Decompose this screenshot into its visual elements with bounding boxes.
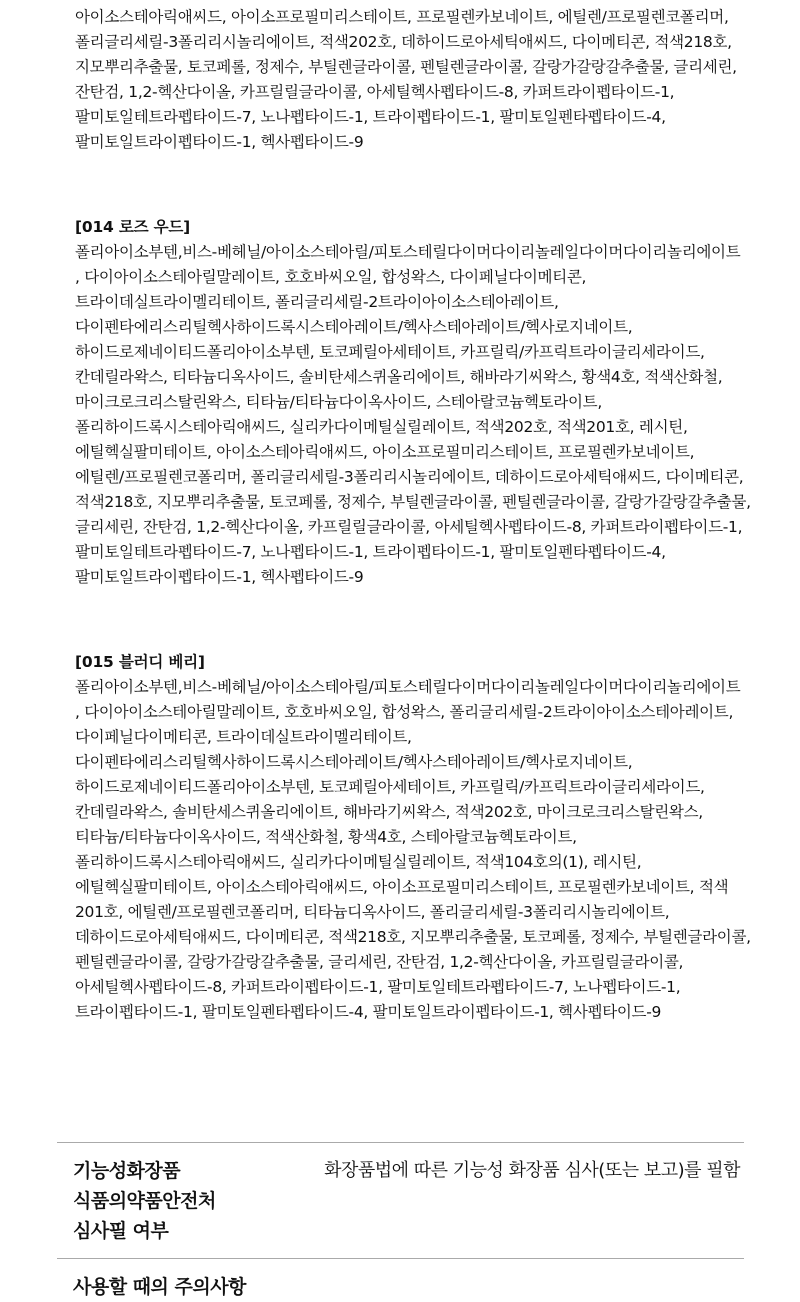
ingredient-line: 201호, 에틸렌/프로필렌코폴리머, 티타늄디옥사이드, 폴리글리세릴-3폴리리시놀리에이트, bbox=[75, 903, 670, 921]
ingredient-block-previous bbox=[75, 0, 735, 155]
ingredient-line: 잔탄검, 1,2-헥산다이올, 카프릴릴글라이콜, 아세틸헥사펩타이드-8, 카퍼트라이펩타이드-1, bbox=[75, 83, 675, 101]
ingredient-line: 폴리하이드록시스테아릭애씨드, 실리카다이메틸실릴레이트, 적색202호, 적색201호, 레시틴, bbox=[75, 418, 688, 436]
shade-title: [015 블러디 베리] bbox=[75, 653, 205, 671]
ingredient-line: 펜틸렌글라이콜, 갈랑가갈랑갈추출물, 글리세린, 잔탄검, 1,2-헥산다이올, 카프릴릴글라이콜, bbox=[75, 953, 684, 971]
ingredient-line: 칸데릴라왁스, 티타늄디옥사이드, 솔비탄세스퀴올리에이트, 해바라기씨왁스, 황색4호, 적색산화철, bbox=[75, 368, 723, 386]
ingredient-line: 팔미토일테트라펩타이드-7, 노나펩타이드-1, 트라이펩타이드-1, 팔미토일펜타펩타이드-4, bbox=[75, 543, 666, 561]
ingredient-line: 다이페닐다이메티콘, 트라이데실트라이멜리테이트, bbox=[75, 728, 412, 746]
ingredient-block-015 bbox=[75, 650, 751, 1025]
ingredient-block-014 bbox=[75, 215, 751, 590]
ingredient-line: 데하이드로아세틱애씨드, 다이메티콘, 적색218호, 지모뿌리추출물, 토코페롤, 정제수, 부틸렌글라이콜, bbox=[75, 928, 751, 946]
shade-title: [014 로즈 우드] bbox=[75, 218, 191, 236]
ingredient-lines bbox=[75, 675, 751, 1025]
ingredient-line: 폴리아이소부텐,비스-베헤닐/아이소스테아릴/피토스테릴다이머다이리놀레일다이머다이리놀리에이트 bbox=[75, 243, 741, 261]
info-label: 사용할 때의 주의사항 bbox=[73, 1276, 246, 1298]
ingredient-line: 폴리아이소부텐,비스-베헤닐/아이소스테아릴/피토스테릴다이머다이리놀레일다이머다이리놀리에이트 bbox=[75, 678, 741, 696]
info-label-line: 심사필 여부 bbox=[73, 1220, 169, 1242]
ingredient-line: 티타늄/티타늄다이옥사이드, 적색산화철, 황색4호, 스테아랄코늄헥토라이트, bbox=[75, 828, 577, 846]
ingredient-line: 칸데릴라왁스, 솔비탄세스퀴올리에이트, 해바라기씨왁스, 적색202호, 마이크로크리스탈린왁스, bbox=[75, 803, 703, 821]
ingredient-line: 에틸렌/프로필렌코폴리머, 폴리글리세릴-3폴리리시놀리에이트, 데하이드로아세틱애씨드, 다이메티콘, bbox=[75, 468, 744, 486]
ingredient-line: 적색218호, 지모뿌리추출물, 토코페롤, 정제수, 부틸렌글라이콜, 펜틸렌글라이콜, 갈랑가갈랑갈추출물, bbox=[75, 493, 751, 511]
ingredient-line: 마이크로크리스탈린왁스, 티타늄/티타늄다이옥사이드, 스테아랄코늄헥토라이트, bbox=[75, 393, 602, 411]
ingredient-line: 에틸헥실팔미테이트, 아이소스테아릭애씨드, 아이소프로필미리스테이트, 프로필렌카보네이트, bbox=[75, 443, 695, 461]
ingredient-lines bbox=[75, 240, 751, 590]
ingredient-list bbox=[75, 0, 751, 1025]
info-row-functional-cosmetics bbox=[57, 1142, 744, 1258]
info-row-precautions bbox=[57, 1258, 744, 1302]
ingredient-line: 팔미토일트라이펩타이드-1, 헥사펩타이드-9 bbox=[75, 133, 364, 151]
info-label bbox=[73, 1156, 216, 1258]
ingredient-line: , 다이아이소스테아릴말레이트, 호호바씨오일, 합성왁스, 폴리글리세릴-2트라이아이소스테아레이트, bbox=[75, 703, 734, 721]
product-info-table bbox=[57, 1142, 744, 1302]
block-spacer bbox=[75, 155, 735, 215]
ingredient-line: , 다이아이소스테아릴말레이트, 호호바씨오일, 합성왁스, 다이페닐다이메티콘, bbox=[75, 268, 587, 286]
info-value: 화장품법에 따른 기능성 화장품 심사(또는 보고)를 필함 bbox=[324, 1160, 740, 1181]
ingredient-line: 아세틸헥사펩타이드-8, 카퍼트라이펩타이드-1, 팔미토일테트라펩타이드-7, 노나펩타이드-1, bbox=[75, 978, 681, 996]
ingredient-line: 팔미토일테트라펩타이드-7, 노나펩타이드-1, 트라이펩타이드-1, 팔미토일펜타펩타이드-4, bbox=[75, 108, 666, 126]
ingredient-line: 팔미토일트라이펩타이드-1, 헥사펩타이드-9 bbox=[75, 568, 364, 586]
ingredient-line: 하이드로제네이티드폴리아이소부텐, 토코페릴아세테이트, 카프릴릭/카프릭트라이글리세라이드, bbox=[75, 778, 705, 796]
ingredient-line: 트라이펩타이드-1, 팔미토일펜타펩타이드-4, 팔미토일트라이펩타이드-1, 헥사펩타이드-9 bbox=[75, 1003, 662, 1021]
ingredient-line: 에틸헥실팔미테이트, 아이소스테아릭애씨드, 아이소프로필미리스테이트, 프로필렌카보네이트, 적색 bbox=[75, 878, 729, 896]
info-label-line: 기능성화장품 bbox=[73, 1160, 181, 1182]
ingredient-line: 아이소스테아릭애씨드, 아이소프로필미리스테이트, 프로필렌카보네이트, 에틸렌/프로필렌코폴리머, bbox=[75, 8, 729, 26]
ingredient-line: 다이펜타에리스리틸헥사하이드록시스테아레이트/헥사스테아레이트/헥사로지네이트, bbox=[75, 753, 633, 771]
ingredient-line: 폴리하이드록시스테아릭애씨드, 실리카다이메틸실릴레이트, 적색104호의(1), 레시틴, bbox=[75, 853, 642, 871]
ingredient-line: 글리세린, 잔탄검, 1,2-헥산다이올, 카프릴릴글라이콜, 아세틸헥사펩타이드-8, 카퍼트라이펩타이드-1, bbox=[75, 518, 743, 536]
ingredient-line: 트라이데실트라이멜리테이트, 폴리글리세릴-2트라이아이소스테아레이트, bbox=[75, 293, 559, 311]
ingredient-lines bbox=[75, 0, 735, 155]
block-spacer bbox=[75, 590, 735, 650]
ingredient-line: 폴리글리세릴-3폴리리시놀리에이트, 적색202호, 데하이드로아세틱애씨드, 다이메티콘, 적색218호, bbox=[75, 33, 732, 51]
info-label-line: 식품의약품안전처 bbox=[73, 1190, 216, 1212]
ingredient-line: 지모뿌리추출물, 토코페롤, 정제수, 부틸렌글라이콜, 펜틸렌글라이콜, 갈랑가갈랑갈추출물, 글리세린, bbox=[75, 58, 737, 76]
ingredient-line: 다이펜타에리스리틸헥사하이드록시스테아레이트/헥사스테아레이트/헥사로지네이트, bbox=[75, 318, 633, 336]
ingredient-line: 하이드로제네이티드폴리아이소부텐, 토코페릴아세테이트, 카프릴릭/카프릭트라이글리세라이드, bbox=[75, 343, 705, 361]
